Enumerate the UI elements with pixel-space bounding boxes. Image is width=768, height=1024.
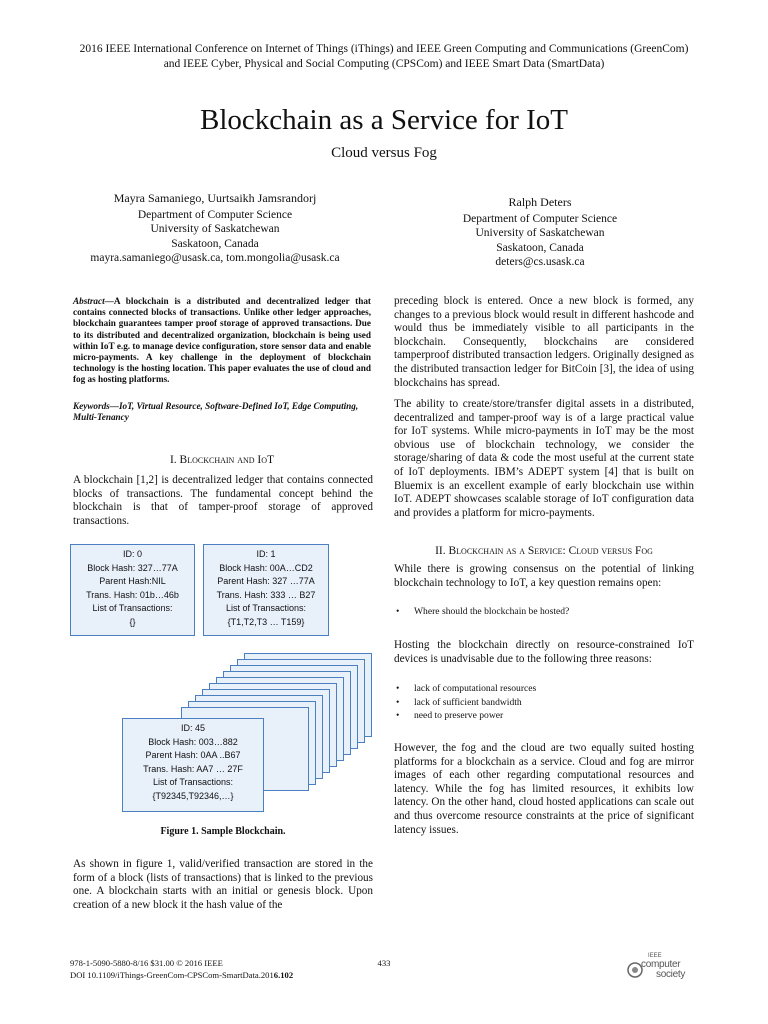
- keywords-text: IoT, Virtual Resource, Software-Defined IoT, Edge Computing, Multi-Tenancy: [73, 401, 359, 423]
- reason-item: [396, 709, 694, 723]
- conference-header: [0, 42, 768, 72]
- doi-suffix: 6.102: [273, 970, 294, 980]
- block-genesis: [70, 544, 195, 636]
- author-univ: University of Saskatchewan: [150, 223, 280, 235]
- section-2-heading: II. Blockchain as a Service: Cloud versus Fog: [435, 545, 653, 557]
- logo-text-society: society: [656, 969, 686, 980]
- block-line: ID: 45: [180, 723, 205, 733]
- author-email: mayra.samaniego@usask.ca, tom.mongolia@usask.ca: [90, 252, 340, 264]
- conference-line-2: and IEEE Cyber, Physical and Social Computing (CPSCom) and IEEE Smart Data (SmartData): [163, 58, 605, 70]
- author-block-2: [420, 195, 660, 270]
- right-paragraph-1: preceding block is entered. Once a new block is formed, any changes to a previous block would result in different hashcode and would thus be immediately visible to all participants in the blockchain. Consequently, blockchains are considered tamperproof distributed transaction ledgers. Originally designed as the distributed transaction ledger for BitCoin [3], the idea of using blockchains has spread.: [394, 295, 694, 389]
- section-1-paragraph: A blockchain [1,2] is decentralized ledger that contains connected blocks of transactions. The fundamental concept behind the blockchain is that of tamper-proof storage of approved transactions.: [73, 474, 373, 527]
- abstract-label: Abstract—: [73, 296, 114, 306]
- author-univ: University of Saskatchewan: [475, 227, 605, 239]
- figure-caption: Figure 1. Sample Blockchain.: [160, 826, 286, 837]
- block-line: Block Hash: 003…882: [148, 736, 238, 747]
- logo-text-ieee: IEEE: [648, 953, 662, 959]
- block-line: ID: 1: [256, 549, 276, 559]
- conference-line-1: 2016 IEEE International Conference on Internet of Things (iThings) and IEEE Green Computing and Communications (GreenCom): [79, 43, 689, 55]
- page-number: 433: [377, 958, 391, 968]
- abstract: [73, 296, 371, 386]
- author-city: Saskatoon, Canada: [171, 237, 259, 250]
- author-dept: Department of Computer Science: [137, 208, 293, 221]
- abstract-text: A blockchain is a distributed and decentralized ledger that contains connected blocks of transactions. Unlike other ledger approaches, blockchain guarantees tamper proof storage of approved transactions. Due to its distributed and decentralized organization, blockchain is being used within IoT e.g. to manage device configuration, store sensor data and enable micro-payments. A key challenge in the deployment of blockchain technology is the hosting location. This paper evaluates the use of cloud and fog as hosting platforms.: [73, 296, 371, 385]
- section-1-heading: I. Blockchain and IoT: [169, 454, 275, 466]
- author-names: Mayra Samaniego, Uurtsaikh Jamsrandorj: [113, 191, 317, 205]
- reason-text: need to preserve power: [414, 710, 504, 721]
- left-bottom-paragraph: As shown in figure 1, valid/verified transaction are stored in the form of a block (lists of transactions) that is linked to the previous one. A blockchain starts with an initial or genesis block. Upon creation of a new block it the hash value of the: [73, 858, 373, 911]
- reason-text: lack of computational resources: [414, 683, 537, 694]
- author-block-1: [70, 191, 360, 266]
- logo-text-computer: computer: [641, 959, 681, 970]
- keywords: [73, 401, 371, 423]
- block-line: Block Hash: 327…77A: [87, 562, 178, 573]
- right-paragraph-5: However, the fog and the cloud are two equally suited hosting platforms for a blockchain as a service. Cloud and fog are mirror images of each other regarding computational resources and latency. While the fog has limited resources, it exhibits low latency. On the other hand, cloud hosted applications can scale out and thus overcome resource constraints at the price of significant latency issues.: [394, 742, 694, 836]
- block-line: Parent Hash:NIL: [99, 576, 166, 587]
- block-line: {}: [129, 616, 136, 627]
- footer-left: [70, 957, 370, 981]
- block-line: Parent Hash: 327 …77A: [217, 576, 315, 587]
- bullet-dot: •: [396, 683, 400, 694]
- block-line: List of Transactions:: [152, 777, 234, 788]
- author-email: deters@cs.usask.ca: [495, 256, 585, 268]
- bullet-text: Where should the blockchain be hosted?: [414, 606, 570, 617]
- block-line: List of Transactions:: [225, 603, 307, 614]
- doi-prefix: DOI 10.1109/iThings-GreenCom-CPSCom-SmartData.201: [70, 970, 274, 980]
- question-bullet: [396, 605, 694, 619]
- block-line: List of Transactions:: [92, 603, 173, 614]
- footer-doi: [70, 969, 370, 981]
- paper-title: Blockchain as a Service for IoT: [200, 104, 568, 136]
- bullet-dot: •: [396, 710, 400, 721]
- author-city: Saskatoon, Canada: [496, 241, 584, 254]
- block-line: {T1,T2,T3 … T159}: [227, 616, 305, 627]
- bullet-dot: •: [396, 606, 400, 617]
- block-45: [122, 718, 264, 812]
- right-paragraph-3: While there is growing consensus on the potential of linking blockchain technology to IoT, a key question remains open:: [394, 563, 694, 589]
- author-dept: Department of Computer Science: [462, 212, 618, 225]
- block-1: [203, 544, 329, 636]
- paper-subtitle: Cloud versus Fog: [331, 145, 437, 161]
- block-line: Block Hash: 00A…CD2: [219, 562, 313, 573]
- ieee-computer-society-logo: [626, 953, 696, 983]
- reason-item: [396, 696, 694, 710]
- block-line: Trans. Hash: AA7 … 27F: [143, 763, 243, 774]
- figure-sample-blockchain: [70, 540, 375, 830]
- block-line: ID: 0: [122, 549, 142, 559]
- block-line: Parent Hash: 0AA ..B67: [145, 750, 241, 761]
- right-paragraph-4: Hosting the blockchain directly on resource-constrained IoT devices is unadvisable due to the following three reasons:: [394, 639, 694, 665]
- author-name: Ralph Deters: [508, 195, 572, 209]
- reason-text: lack of sufficient bandwidth: [414, 696, 522, 708]
- right-paragraph-2: The ability to create/store/transfer digital assets in a distributed, decentralized and tamper-proof way is of a large practical value for IoT systems. While micro-payments in IoT may be the most obvious use of blockchain technology, we consider the storage/sharing of data & code the most useful at the current state of IoT deployments. IBM’s ADEPT system [4] that is built on Bluemix is an excellent example of early blockchain use within IoT. ADEPT showcases scalable storage of IoT configuration data and provides a platform for micro-payments.: [394, 398, 694, 519]
- block-line: Trans. Hash: 01b…46b: [86, 589, 179, 600]
- bullet-dot: •: [396, 696, 400, 708]
- block-line: Trans. Hash: 333 … B27: [216, 589, 316, 600]
- keywords-label: Keywords—: [73, 401, 119, 411]
- block-line: {T92345,T92346,…}: [152, 790, 234, 801]
- footer-isbn: 978-1-5090-5880-8/16 $31.00 © 2016 IEEE: [70, 958, 223, 968]
- reasons-list: [396, 682, 694, 723]
- reason-item: [396, 682, 694, 696]
